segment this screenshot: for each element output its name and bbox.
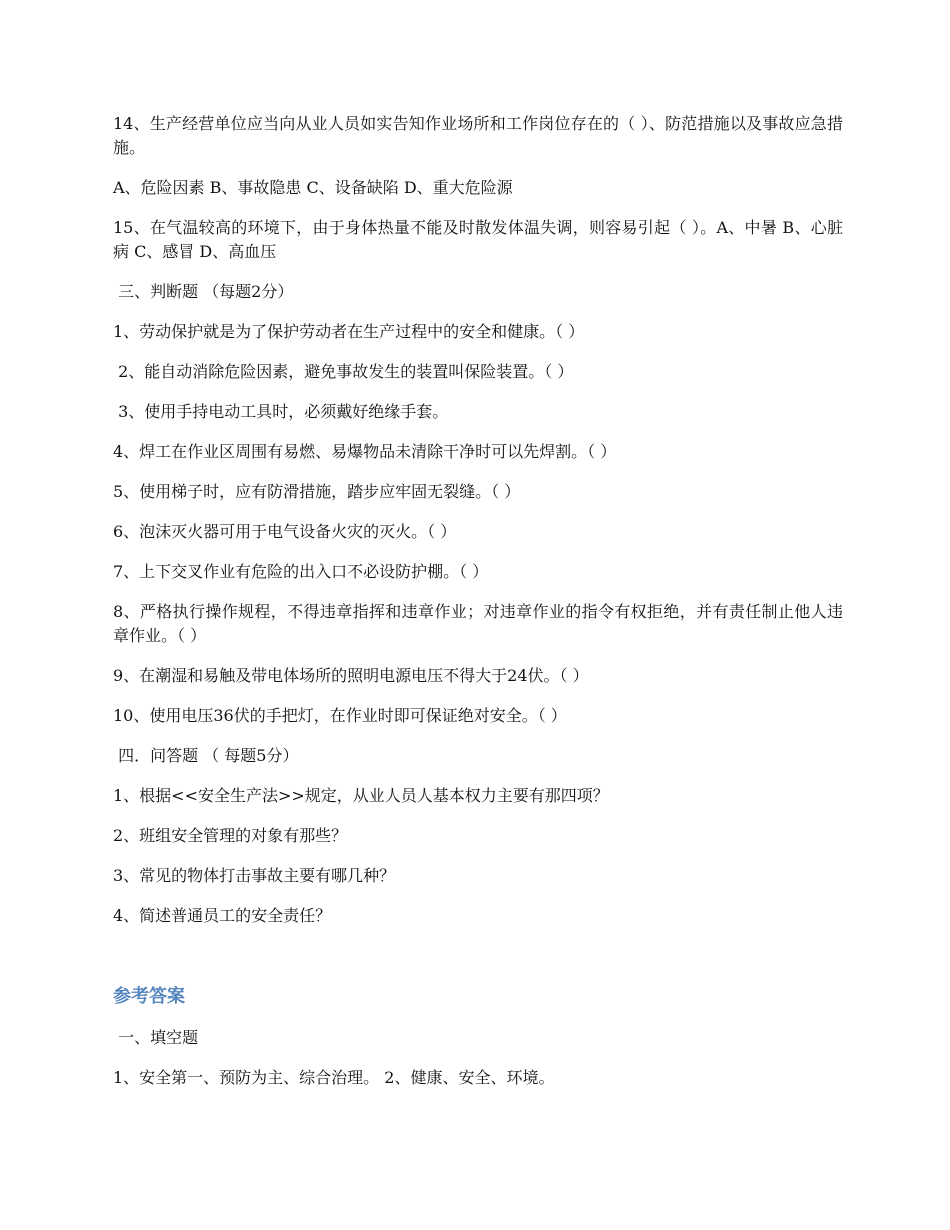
answers-heading: 参考答案 <box>113 986 185 1007</box>
judge-item-7: 7、上下交叉作业有危险的出入口不必设防护棚。（ ） <box>113 562 489 581</box>
judge-item-5: 5、使用梯子时，应有防滑措施，踏步应牢固无裂缝。（ ） <box>113 482 521 501</box>
answers-line-1: 1、安全第一、预防为主、综合治理。 2、健康、安全、环境。 <box>113 1068 555 1087</box>
qa-item-4: 4、简述普通员工的安全责任？ <box>113 906 332 925</box>
section-3-title: 三、判断题 （每题2分） <box>113 282 294 301</box>
qa-item-1: 1、根据<<安全生产法>>规定，从业人员人基本权力主要有那四项？ <box>113 786 609 805</box>
judge-item-10: 10、使用电压36伏的手把灯，在作业时即可保证绝对安全。（ ） <box>113 706 567 725</box>
judge-item-9: 9、在潮湿和易触及带电体场所的照明电源电压不得大于24伏。（ ） <box>113 666 589 685</box>
question-14-options: A、危险因素 B、事故隐患 C、设备缺陷 D、重大危险源 <box>113 178 513 197</box>
judge-item-2: 2、能自动消除危险因素，避免事故发生的装置叫保险装置。（ ） <box>113 362 574 381</box>
qa-item-3: 3、常见的物体打击事故主要有哪几种？ <box>113 866 396 885</box>
question-15-text: 15、在气温较高的环境下，由于身体热量不能及时散发体温失调，则容易引起（ ）。A、中暑 B、心脏病 C、感冒 D、高血压 <box>113 218 843 261</box>
judge-item-6: 6、泡沫灭火器可用于电气设备火灾的灭火。（ ） <box>113 522 457 541</box>
judge-item-8: 8、严格执行操作规程，不得违章指挥和违章作业；对违章作业的指令有权拒绝，并有责任制止他人违章作业。（ ） <box>113 602 843 645</box>
answers-section-1-title: 一、填空题 <box>113 1028 199 1047</box>
judge-item-4: 4、焊工在作业区周围有易燃、易爆物品未清除干净时可以先焊割。（ ） <box>113 442 617 461</box>
judge-item-3: 3、使用手持电动工具时，必须戴好绝缘手套。 <box>113 402 449 421</box>
question-14-text: 14、生产经营单位应当向从业人员如实告知作业场所和工作岗位存在的（ ）、防范措施以及事故应急措施。 <box>113 114 843 157</box>
section-4-title: 四．问答题 （ 每题5分） <box>113 746 299 765</box>
judge-item-1: 1、劳动保护就是为了保护劳动者在生产过程中的安全和健康。（ ） <box>113 322 585 341</box>
qa-item-2: 2、班组安全管理的对象有那些？ <box>113 826 348 845</box>
